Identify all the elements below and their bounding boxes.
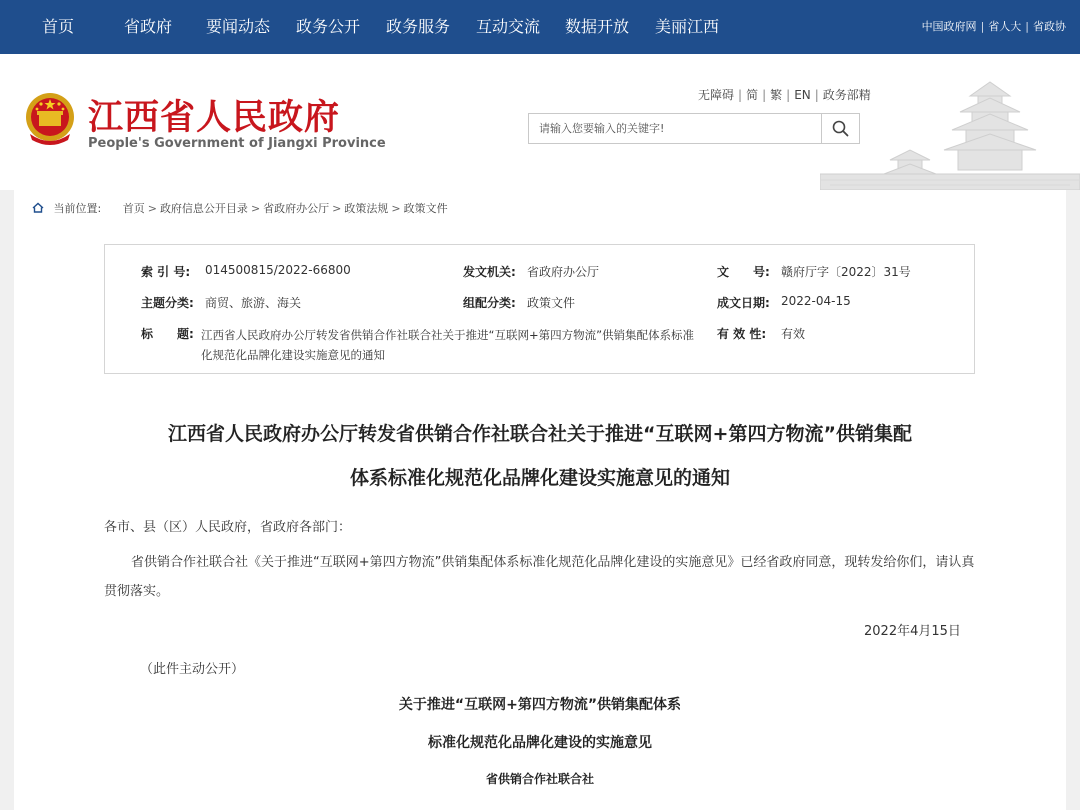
link-english[interactable]: EN: [794, 88, 811, 102]
breadcrumb-label: 当前位置:: [53, 202, 102, 215]
attachment-title-line-1: 关于推进“互联网+第四方物流”供销集配体系: [398, 697, 682, 713]
nav-interaction[interactable]: 互动交流: [476, 17, 541, 36]
document-date: 2022年4月15日: [864, 624, 961, 639]
link-separator: |: [980, 20, 985, 33]
nav-home[interactable]: 首页: [42, 17, 75, 36]
attachment-issuer: 省供销合作社联合社: [485, 772, 594, 786]
breadcrumb-separator: >: [391, 202, 401, 215]
meta-validity-label: 有 效 性:: [717, 327, 767, 341]
meta-topic-label: 主题分类:: [141, 296, 194, 310]
home-icon: [32, 202, 44, 213]
meta-topic-value: 商贸、旅游、海关: [205, 296, 302, 310]
document-title: [14, 412, 1066, 500]
link-separator: |: [762, 88, 767, 102]
link-accessibility[interactable]: 无障碍: [698, 88, 735, 102]
link-traditional-chinese[interactable]: 繁: [770, 88, 783, 102]
breadcrumb-policies-regulations[interactable]: 政策法规: [344, 202, 389, 215]
meta-issuer-label: 发文机关:: [463, 265, 516, 279]
breadcrumb-general-office[interactable]: 省政府办公厅: [263, 202, 330, 215]
link-provincial-congress[interactable]: 省人大: [988, 20, 1022, 33]
document-title-line-2: 体系标准化规范化品牌化建设实施意见的通知: [349, 467, 730, 489]
national-emblem-icon: [22, 90, 78, 150]
search-input[interactable]: [529, 114, 821, 143]
meta-index-value: 014500815/2022-66800: [205, 263, 351, 277]
meta-issuer-value: 省政府办公厅: [527, 265, 600, 279]
top-navigation-bar: [0, 0, 1080, 54]
nav-beautiful-jiangxi[interactable]: 美丽江西: [655, 17, 720, 36]
meta-date-label: 成文日期:: [717, 296, 770, 310]
link-simplified-chinese[interactable]: 简: [746, 88, 759, 102]
attachment-title-line-2: 标准化规范化品牌化建设的实施意见: [428, 735, 652, 751]
document-body: 省供销合作社联合社《关于推进“互联网+第四方物流”供销集配体系标准化规范化品牌化建设的实施意见》已经省政府同意，现转发给你们，请认真贯彻落实。: [104, 555, 975, 599]
breadcrumb-separator: >: [250, 202, 261, 215]
meta-date-value: 2022-04-15: [781, 294, 851, 308]
meta-docno-label: 文 号:: [717, 265, 770, 279]
site-header: [0, 54, 1080, 190]
breadcrumb: [32, 200, 448, 216]
document-title-line-1: 江西省人民政府办公厅转发省供销合作社联合社关于推进“互联网+第四方物流”供销集配: [168, 423, 912, 445]
document-metadata-box: [104, 244, 975, 374]
public-disclosure-note: （此件主动公开）: [140, 662, 245, 677]
link-provincial-cppcc[interactable]: 省政协: [1033, 20, 1066, 33]
document-salutation: 各市、县（区）人民政府，省政府各部门：: [104, 520, 352, 535]
pavilion-illustration: [820, 64, 1080, 190]
breadcrumb-info-disclosure[interactable]: 政府信息公开目录: [159, 202, 248, 215]
site-subtitle: People's Government of Jiangxi Province: [88, 136, 386, 151]
meta-title-value: 江西省人民政府办公厅转发省供销合作社联合社关于推进“互联网+第四方物流”供销集配体系标准化规范化品牌化建设实施意见的通知: [201, 328, 695, 362]
search-box: [528, 113, 860, 144]
meta-title-label: 标 题:: [141, 327, 194, 341]
link-separator: |: [786, 88, 791, 102]
breadcrumb-policy-documents[interactable]: 政策文件: [403, 202, 448, 215]
breadcrumb-home[interactable]: 首页: [122, 202, 145, 215]
meta-category-value: 政策文件: [527, 296, 576, 310]
link-china-government[interactable]: 中国政府网: [921, 20, 977, 33]
content-panel: [14, 190, 1066, 810]
nav-government-services[interactable]: 政务服务: [386, 17, 451, 36]
meta-docno-value: 赣府厅字〔2022〕31号: [781, 265, 911, 279]
meta-index-label: 索 引 号:: [141, 265, 191, 279]
nav-news[interactable]: 要闻动态: [206, 17, 271, 36]
nav-open-data[interactable]: 数据开放: [565, 17, 630, 36]
meta-validity-value: 有效: [781, 327, 806, 341]
link-separator: |: [1025, 20, 1029, 33]
breadcrumb-separator: >: [147, 202, 157, 215]
link-government-weibo[interactable]: 政务部精: [822, 88, 871, 102]
link-separator: |: [814, 88, 819, 102]
meta-category-label: 组配分类:: [463, 296, 516, 310]
breadcrumb-separator: >: [332, 202, 342, 215]
top-external-links: [922, 0, 1066, 54]
link-separator: |: [738, 88, 743, 102]
site-title: 江西省人民政府: [88, 97, 341, 138]
nav-government-affairs-open[interactable]: 政务公开: [296, 17, 361, 36]
nav-provincial-government[interactable]: 省政府: [124, 17, 173, 36]
